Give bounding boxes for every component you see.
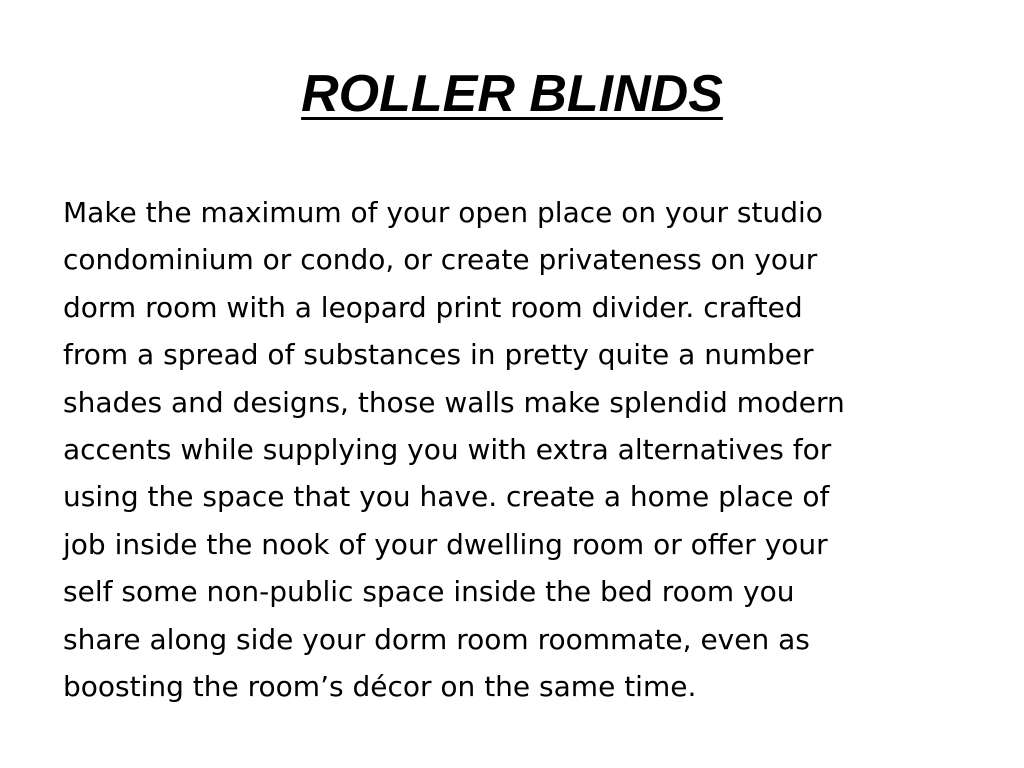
body-line: self some non-public space inside the bed room you — [63, 575, 795, 609]
body-line: dorm room with a leopard print room divider. crafted — [63, 290, 803, 324]
body-line: share along side your dorm room roommate, even as — [63, 622, 810, 656]
body-line: accents while supplying you with extra alternatives for — [63, 433, 832, 467]
body-line: using the space that you have. create a home place of — [63, 480, 830, 514]
body-line: Make the maximum of your open place on your studio — [63, 196, 823, 229]
body-line: boosting the room’s décor on the same time. — [63, 670, 697, 704]
body-line: job inside the nook of your dwelling room or offer your — [63, 527, 828, 561]
body-line: from a spread of substances in pretty quite a number — [63, 338, 814, 372]
slide-title: ROLLER BLINDS — [301, 65, 723, 123]
body-line: shades and designs, those walls make splendid modern — [63, 385, 845, 419]
body-line: condominium or condo, or create privateness on your — [63, 243, 818, 277]
slide-body-text — [63, 189, 963, 710]
